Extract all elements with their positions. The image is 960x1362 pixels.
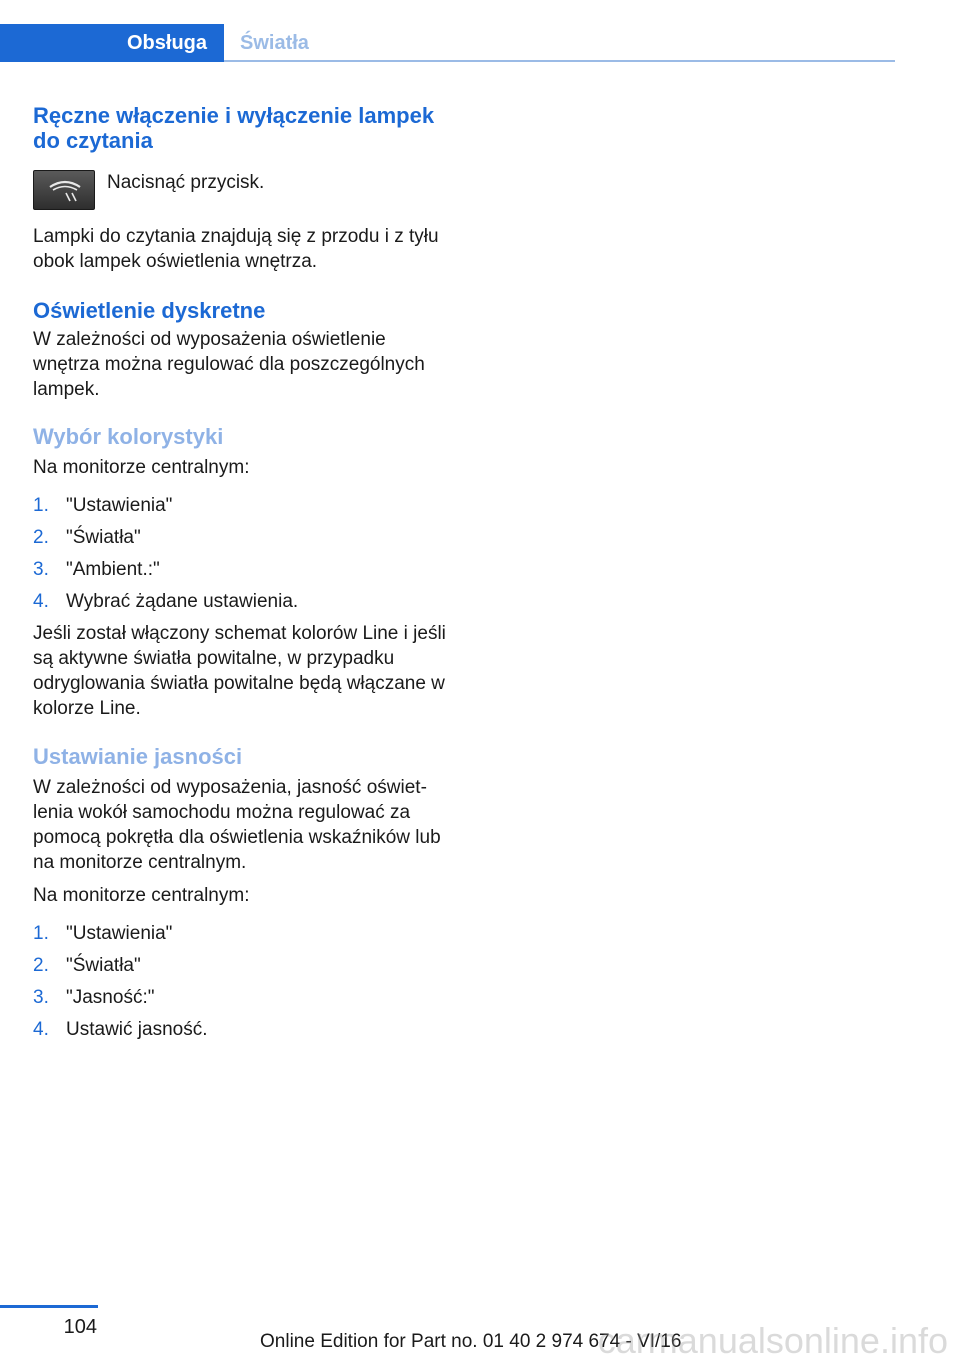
list-item: [33, 557, 453, 582]
page-number: 104: [63, 1316, 97, 1338]
step-text: "Światła": [66, 955, 141, 976]
reading-light-button-image: [33, 170, 95, 210]
reading-light-instruction-text: Nacisnąć przycisk.: [107, 172, 265, 193]
color-intro: Na monitorze centralnym:: [33, 457, 250, 478]
brightness-steps-list: [33, 921, 453, 1042]
list-item: [33, 525, 453, 550]
tab-swiatla[interactable]: [240, 24, 309, 62]
step-number: 4.: [33, 1019, 49, 1040]
ambient-heading: Oświetlenie dyskretne: [33, 298, 266, 323]
reading-light-instruction: [33, 170, 453, 210]
list-item: [33, 921, 453, 946]
list-item: [33, 493, 453, 518]
tab-swiatla-label: Światła: [240, 31, 309, 54]
step-number: 1.: [33, 495, 49, 516]
reading-lights-heading: Ręczne włączenie i wyłączenie lampek do czytania: [33, 103, 435, 153]
reading-light-icon: [44, 177, 86, 205]
color-note: Jeśli został włączony schemat kolorów Line i jeśli są aktywne światła powitalne, w przypadku odryglowania światła powitalne będą włączane w kolorze Line.: [33, 623, 446, 719]
list-item: [33, 953, 453, 978]
tab-obsluga[interactable]: [0, 24, 224, 62]
page-content: [33, 103, 453, 1049]
list-item: [33, 985, 453, 1010]
step-text: "Jasność:": [66, 987, 155, 1008]
step-number: 3.: [33, 559, 49, 580]
footer-divider: [0, 1305, 98, 1308]
step-text: "Światła": [66, 527, 141, 548]
step-text: "Ambient.:": [66, 559, 160, 580]
color-steps-list: [33, 493, 453, 614]
edition-text: Online Edition for Part no. 01 40 2 974 674 - VI/16: [260, 1331, 682, 1352]
brightness-heading: Ustawianie jasności: [33, 744, 243, 769]
step-number: 2.: [33, 527, 49, 548]
tab-obsluga-label: Obsługa: [126, 31, 207, 54]
step-number: 1.: [33, 923, 49, 944]
reading-lights-body: Lampki do czytania znajdują się z przodu i z tyłu obok lampek oświetlenia wnętrza.: [33, 226, 439, 272]
brightness-body: W zależności od wyposażenia, jasność oświetlenia wokół samochodu można regulować za pomocą pokrętła dla oświetlenia wskaźników lub na monitorze centralnym.: [33, 777, 441, 873]
step-number: 4.: [33, 591, 49, 612]
step-number: 2.: [33, 955, 49, 976]
list-item: [33, 589, 453, 614]
step-number: 3.: [33, 987, 49, 1008]
ambient-body: W zależności od wyposażenia oświetlenie wnętrza można regulować dla poszczególnych lampek.: [33, 329, 425, 400]
step-text: Ustawić jasność.: [66, 1019, 208, 1040]
step-text: "Ustawienia": [66, 495, 173, 516]
color-heading: Wybór kolorystyki: [33, 424, 224, 449]
brightness-intro: Na monitorze centralnym:: [33, 885, 250, 906]
list-item: [33, 1017, 453, 1042]
watermark: carmanualsonline.info: [597, 1320, 948, 1361]
step-text: Wybrać żądane ustawienia.: [66, 591, 299, 612]
step-text: "Ustawienia": [66, 923, 173, 944]
